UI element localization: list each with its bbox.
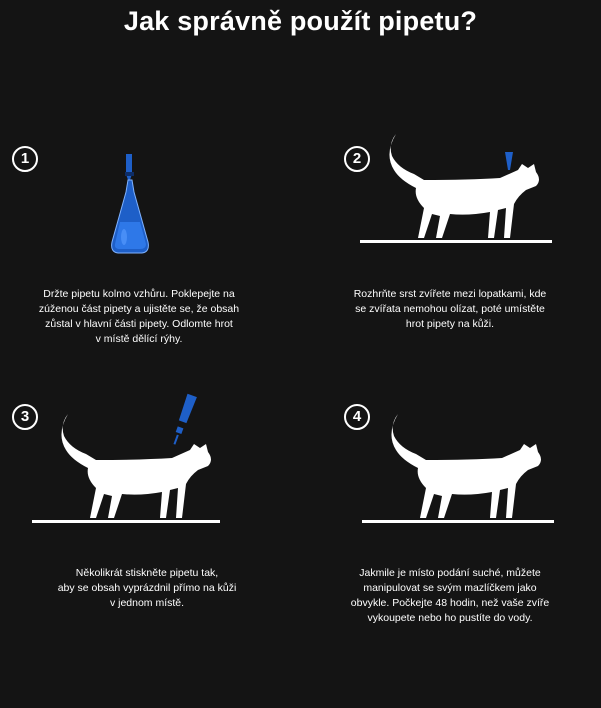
page-title: Jak správně použít pipetu? — [123, 6, 478, 36]
step-4 — [300, 388, 600, 708]
text-line: Rozhrňte srst zvířete mezi lopatkami, kde — [353, 288, 547, 300]
cat-icon — [30, 388, 230, 528]
text-line: v místě dělící rýhy. — [95, 333, 183, 345]
step-number: 2 — [344, 146, 370, 172]
text-line: manipulovat se svým mazlíčkem jako — [363, 582, 537, 594]
text-line: vykoupete nebo ho pustíte do vody. — [367, 612, 533, 624]
step-text — [14, 287, 264, 347]
step-text — [22, 566, 272, 611]
step-text — [325, 566, 575, 626]
text-line: aby se obsah vyprázdnil přímo na kůži — [57, 582, 237, 594]
text-line: Držte pipetu kolmo vzhůru. Poklepejte na — [43, 288, 235, 300]
text-line: zůstal v hlavní části pipety. Odlomte hrot — [45, 318, 233, 330]
step-number: 1 — [12, 146, 38, 172]
step-number: 4 — [344, 404, 370, 430]
cat-icon — [358, 130, 558, 245]
pipette-icon — [102, 152, 162, 282]
text-line: hrot pipety na kůži. — [405, 318, 495, 330]
text-line: obvykle. Počkejte 48 hodin, než vaše zvíře — [350, 597, 550, 609]
step-text — [325, 287, 575, 332]
text-line: v jednom místě. — [109, 597, 185, 609]
text-line: se zvířata nemohou olízat, poté umístěte — [355, 303, 545, 315]
text-line: Několikrát stiskněte pipetu tak, — [75, 567, 219, 579]
text-line: Jakmile je místo podání suché, můžete — [359, 567, 541, 579]
text-line: zúženou část pipety a ujistěte se, že obsah — [38, 303, 240, 315]
cat-icon — [360, 388, 560, 528]
step-number: 3 — [12, 404, 38, 430]
step-3 — [0, 388, 300, 708]
